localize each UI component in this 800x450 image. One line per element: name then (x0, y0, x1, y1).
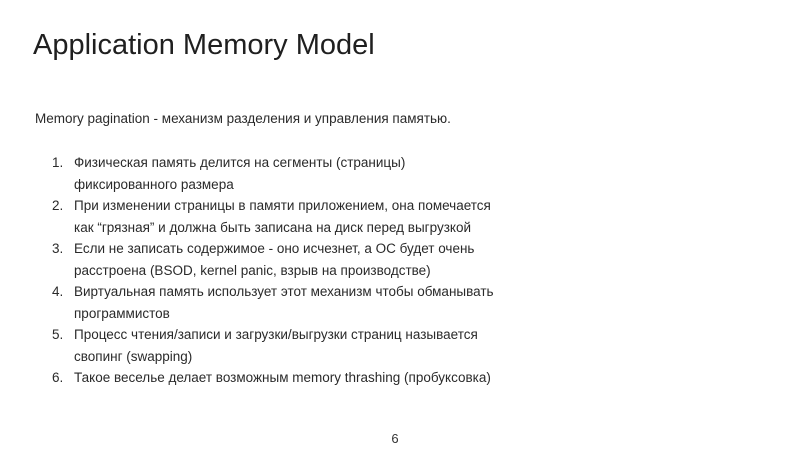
list-item-number: 4. (52, 284, 64, 299)
list-item-line: При изменении страницы в памяти приложением, она помечается (74, 198, 491, 213)
list-item (52, 324, 572, 367)
slide-title: Application Memory Model (33, 29, 375, 61)
page-number: 6 (391, 431, 399, 446)
list-item-line: программистов (74, 305, 170, 321)
list-item (52, 195, 572, 238)
list-item-number: 3. (52, 241, 64, 256)
list-item (52, 281, 572, 324)
list-item-line: Такое веселье делает возможным memory thrashing (пробуксовка) (74, 370, 491, 385)
list-item-number: 6. (52, 370, 64, 385)
list-item-number: 2. (52, 198, 64, 213)
numbered-list (52, 152, 572, 389)
list-item-line: свопинг (swapping) (74, 348, 193, 364)
list-item-line: как “грязная” и должна быть записана на диск перед выгрузкой (74, 219, 471, 235)
list-item-line: Если не записать содержимое - оно исчезнет, а ОС будет очень (74, 241, 475, 256)
list-item (52, 367, 572, 389)
list-item-number: 5. (52, 327, 64, 342)
list-item (52, 238, 572, 281)
list-item-line: фиксированного размера (74, 176, 234, 192)
list-item-line: Виртуальная память использует этот механизм чтобы обманывать (74, 284, 494, 299)
list-item (52, 152, 572, 195)
list-item-number: 1. (52, 155, 64, 170)
intro-text: Memory pagination - механизм разделения и управления памятью. (35, 111, 451, 126)
list-item-line: расстроена (BSOD, kernel panic, взрыв на производстве) (74, 262, 431, 278)
list-item-line: Физическая память делится на сегменты (страницы) (74, 155, 406, 170)
list-item-line: Процесс чтения/записи и загрузки/выгрузки страниц называется (74, 327, 478, 342)
